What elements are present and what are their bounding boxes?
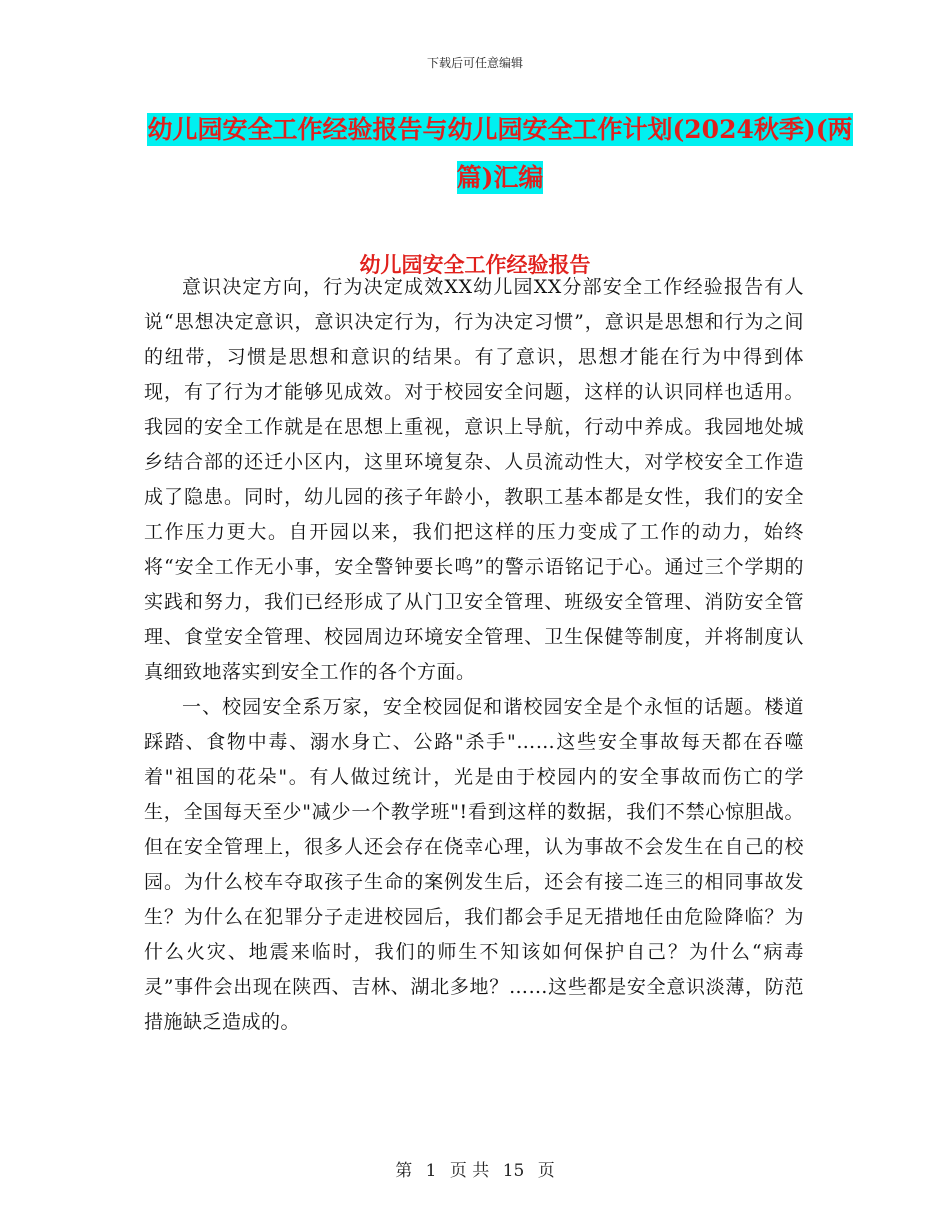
section-title: 幼儿园安全工作经验报告 <box>359 252 591 277</box>
footer-total-pages: 15 <box>502 1161 525 1181</box>
header-note: 下载后可任意编辑 <box>426 56 523 70</box>
footer-prefix: 第 <box>395 1161 413 1181</box>
footer-suffix: 页 <box>537 1161 555 1181</box>
page-footer <box>0 1156 950 1181</box>
document-title <box>140 106 860 202</box>
document-title-text: 幼儿园安全工作经验报告与幼儿园安全工作计划(2024秋季)(两篇)汇编 <box>147 115 853 192</box>
paragraph: 一、校园安全系万家，安全校园促和谐校园安全是个永恒的话题。楼道踩踏、食物中毒、溺水身亡、公路"杀手"……这些安全事故每天都在吞噬着"祖国的花朵"。有人做过统计，光是由于校园内的安全事故而伤亡的学生，全国每天至少"减少一个教学班"!看到这样的数据，我们不禁心惊胆战。但在安全管理上，很多人还会存在侥幸心理，认为事故不会发生在自己的校园。为什么校车夺取孩子生命的案例发生后，还会有接二连三的相同事故发生？为什么在犯罪分子走进校园后，我们都会手足无措地任由危险降临？为什么火灾、地震来临时，我们的师生不知该如何保护自己？为什么“病毒灵”事件会出现在陕西、吉林、湖北多地？……这些都是安全意识淡薄，防范措施缺乏造成的。 <box>144 696 804 1033</box>
paragraph: 意识决定方向，行为决定成效XX幼儿园XX分部安全工作经验报告有人说“思想决定意识，意识决定行为，行为决定习惯”，意识是思想和行为之间的纽带，习惯是思想和意识的结果。有了意识，思想才能在行为中得到体现，有了行为才能够见成效。对于校园安全问题，这样的认识同样也适用。我园的安全工作就是在思想上重视，意识上导航，行动中养成。我园地处城乡结合部的还迁小区内，这里环境复杂、人员流动性大，对学校安全工作造成了隐患。同时，幼儿园的孩子年龄小，教职工基本都是女性，我们的安全工作压力更大。自开园以来，我们把这样的压力变成了工作的动力，始终将“安全工作无小事，安全警钟要长鸣”的警示语铭记于心。通过三个学期的实践和努力，我们已经形成了从门卫安全管理、班级安全管理、消防安全管理、食堂安全管理、校园周边环境安全管理、卫生保健等制度，并将制度认真细致地落实到安全工作的各个方面。 <box>144 276 804 683</box>
footer-page-number: 1 <box>425 1161 437 1181</box>
footer-middle: 页 共 <box>449 1161 490 1181</box>
body-text <box>144 270 804 1040</box>
